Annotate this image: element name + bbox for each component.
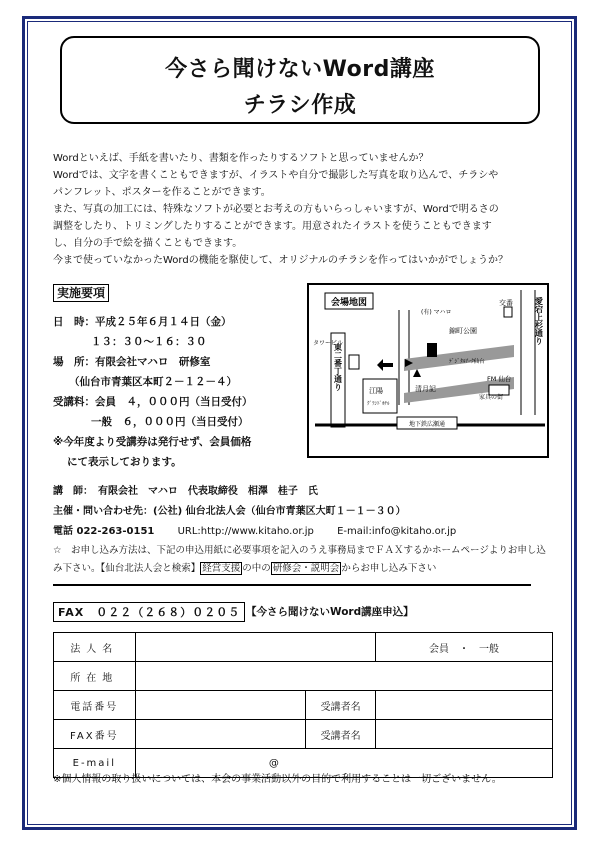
map-label-seigetsu: 清月記 (415, 385, 436, 393)
corp-label: 法人名 (54, 633, 136, 662)
form-title: 【今さら聞けないWord講座申込】 (246, 606, 414, 618)
fax-number: FAX ０２２（２６８）０２０５ (53, 602, 245, 622)
intro-line: Wordでは、文字を書くこともできますが、イラストや自分で撮影した写真を取り込んで、チラシや (53, 170, 499, 181)
map-label-koban: 交番 (499, 299, 513, 307)
address-row (53, 372, 303, 392)
venue-map (307, 283, 549, 458)
form-row-corp (54, 633, 553, 662)
notice-line: にて表示しております。 (67, 456, 182, 468)
contact-info (53, 522, 456, 537)
event-details (53, 312, 303, 472)
intro-line: し、自分の手で絵を描くこともできます。 (53, 238, 243, 249)
fax-label: FAX番号 (54, 720, 136, 749)
note-text-mid: の中の (242, 563, 271, 574)
note-text-suffix: からお申し込み下さい (341, 563, 437, 574)
attendee-field[interactable] (375, 691, 552, 720)
fee-general: 一般 ６，０００円（当日受付） (91, 416, 249, 428)
attendee-label: 受講者名 (306, 691, 376, 720)
attendee-label: 受講者名 (306, 720, 376, 749)
attendee-field[interactable] (375, 720, 552, 749)
location-label: 所在地 (54, 662, 136, 691)
section-heading: 実施要項 (53, 284, 109, 302)
map-label-subway: 地下鉄広瀬通 (408, 421, 446, 428)
intro-line: 今まで使っていなかったWordの機能を駆使して、オリジナルのチラシを作ってはいかがでしょうか？ (53, 255, 509, 266)
fee-row (53, 392, 303, 412)
application-note (53, 542, 553, 578)
intro-text (53, 150, 563, 269)
fee-member: 会員 ４，０００円（当日受付） (95, 396, 253, 408)
contact-email[interactable]: E-mail:info@kitaho.or.jp (337, 526, 457, 537)
page-subtitle: チラシ作成 (243, 93, 357, 118)
email-label: E-mail (54, 749, 136, 778)
fee-label: 受講料： (53, 396, 95, 408)
note-text: ☆ お申し込み方法は、下記の申込用紙に必要事項を記入のうえ事務局までＦＡＸするかホームページよりお申し込み下さい。【仙台北法人会と検索】 (53, 545, 546, 574)
intro-line: Wordといえば、手紙を書いたり、書類を作ったりするソフトと思っていませんか？ (53, 153, 429, 164)
place-row (53, 352, 303, 372)
map-label-mahalo: (有) マハロ (421, 309, 452, 316)
map-label-park: 錦町公園 (449, 327, 477, 335)
map-label-kazoku: 家具の街 (479, 394, 504, 401)
venue-map-drawing (309, 285, 547, 456)
cut-divider (53, 584, 531, 586)
map-label-koyo: 江陽 (369, 387, 383, 395)
tel-label: 電話番号 (54, 691, 136, 720)
privacy-footnote: ※個人情報の取り扱いについては、本会の事業活動以外の目的で利用することは一切ございません。 (53, 774, 502, 785)
intro-line: また、写真の加工には、特殊なソフトが必要とお考えの方もいらっしゃいますが、Wordで明るさの (53, 204, 499, 215)
map-label-digital: ﾃﾞｼﾞﾀﾙｱｰｸ仙台 (449, 359, 485, 365)
application-form (53, 632, 553, 778)
place-label: 場 所： (53, 356, 95, 368)
page-title: 今さら聞けないWord講座 (165, 57, 435, 82)
map-label-aoba: 愛宕上杉通り (534, 297, 544, 345)
fee-general-row (53, 412, 303, 432)
intro-line: 調整をしたり、トリミングしたりすることができます。用意されたイラストを使うこともできます (53, 221, 492, 232)
form-row-fax (54, 720, 553, 749)
corp-field[interactable] (135, 633, 375, 662)
map-label-fm: FM 仙台 (487, 375, 512, 383)
fax-field[interactable] (135, 720, 306, 749)
map-label-higashi: 東二番丁通り (333, 343, 343, 391)
date-row (53, 312, 303, 332)
contact-tel: 電話 022-263-0151 (53, 526, 155, 537)
sponsor-info: 主催・問い合わせ先：(公社) 仙台北法人会（仙台市青葉区大町１－１－３０） (53, 506, 406, 517)
lecturer-info: 講 師： 有限会社 マハロ 代表取締役 相澤 桂子 氏 (53, 486, 318, 497)
date-value: 平成２５年６月１４日（金） (95, 316, 232, 328)
location-field[interactable] (135, 662, 552, 691)
note-link-kenshu[interactable]: 研修会・説明会 (272, 563, 340, 574)
map-title: 会場地図 (330, 298, 368, 308)
email-at: @ (268, 757, 279, 769)
place-value: 有限会社マハロ 研修室 (95, 356, 211, 368)
tel-field[interactable] (135, 691, 306, 720)
map-label-tower: タワービル (313, 340, 344, 347)
member-type-field[interactable]: 会員 ・ 一般 (375, 633, 552, 662)
form-row-location (54, 662, 553, 691)
form-row-tel (54, 691, 553, 720)
address-value: （仙台市青葉区本町２－１２－４） (69, 376, 237, 388)
title-box (60, 36, 540, 124)
time-row (53, 332, 303, 352)
date-label: 日 時： (53, 316, 95, 328)
note-link-keiei[interactable]: 経営支援 (202, 563, 241, 574)
notice-line: ※今年度より受講券は発行せず、会員価格 (53, 436, 252, 448)
time-value: １３：３０～１６：３０ (91, 336, 207, 348)
map-label-koyo-sub: ｸﾞﾗﾝﾄﾞﾎﾃﾙ (367, 401, 390, 407)
intro-line: パンフレット、ポスターを作ることができます。 (53, 187, 271, 198)
contact-url[interactable]: URL:http://www.kitaho.or.jp (177, 526, 314, 537)
